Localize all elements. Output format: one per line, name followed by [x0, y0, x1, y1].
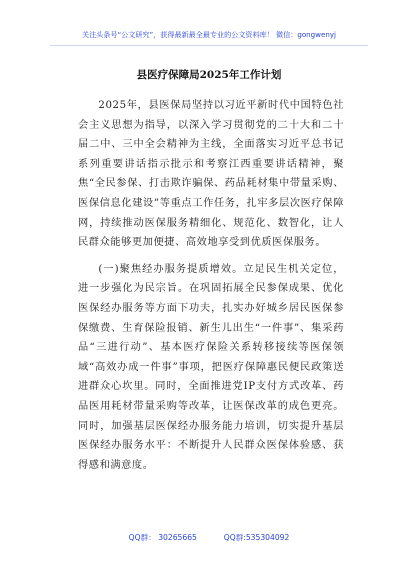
footer-contact [50, 530, 368, 546]
paragraph-intro: 2025年，县医保局坚持以习近平新时代中国特色社会主义思想为指导，以深入学习贯彻党的二十大和二十届二中、三中全会精神为主线，全面落实习近平总书记系列重要讲话指示批示和考察江西重要讲话精神，聚焦“全民参保、打击欺诈骗保、药品耗材集中带量采购、医保信息化建设”等重点工作任务，扎牢多层次医疗保障网，持续推动医保服务精细化、规范化、数智化，让人民群众能够更加便捷、高效地享受到优质医保服务。 [78, 100, 344, 249]
document-body [78, 96, 344, 475]
header-divider [50, 45, 368, 46]
footer-qq-group-2: QQ群:535304092 [223, 533, 290, 542]
header-notice: 关注头条号“公文研究”，获得最新最全最专业的公文资料库！ 微信：gongwenyj [82, 30, 336, 39]
paragraph-section-1: (一)聚焦经办服务提质增效。立足民生机关定位，进一步强化为民宗旨。在巩固拓展全民参保成果、优化医保经办服务等方面下功夫，扎实办好城乡居民医保参保缴费、生育保险报销、新生儿出生“一件事”、集采药品“三进行动”、基本医疗保险关系转移接续等医保领域“高效办成一件事”事项，把医疗保障惠民便民政策送进群众心坎里。同时，全面推进党IP支付方式改革、药品医用耗材带量采购等改革，让医保改革的成色更亮。同时，加强基层医保经办服务能力培训，切实提升基层医保经办服务水平：不断提升人民群众医保体验感、获得感和满意度。 [78, 263, 344, 471]
footer-qq-group-1: QQ群： 30265665 [128, 533, 197, 542]
document-title: 县医疗保障局2025年工作计划 [136, 69, 282, 81]
